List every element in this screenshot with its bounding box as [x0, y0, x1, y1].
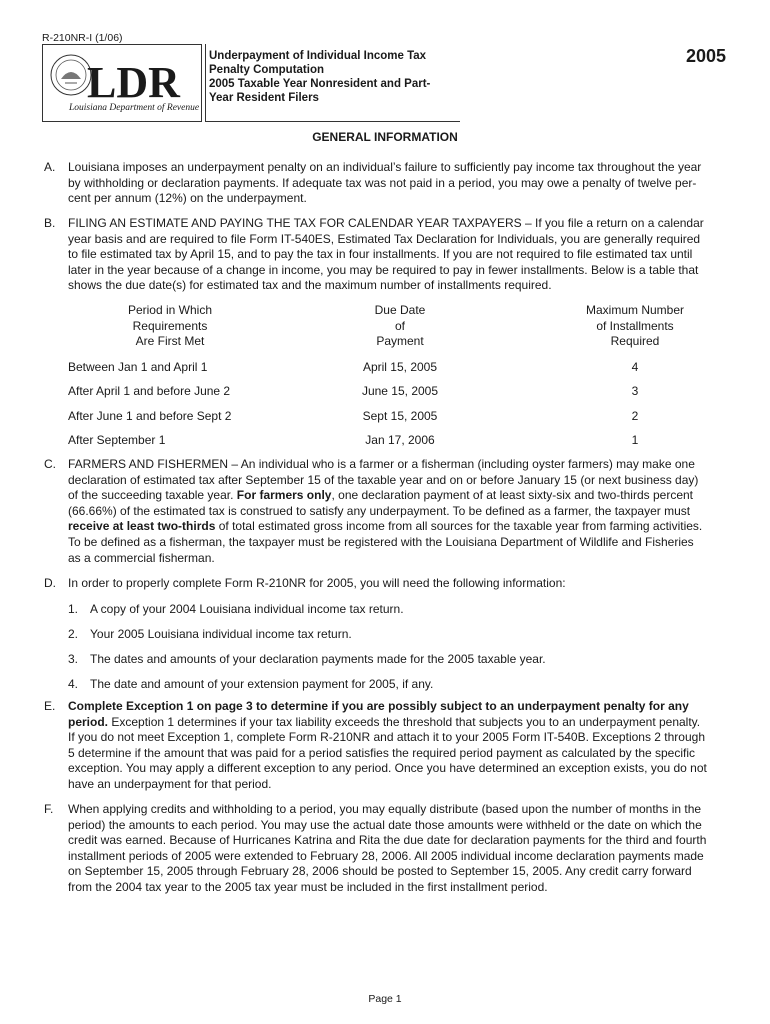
- header-line: of Installments: [596, 318, 674, 333]
- table-cell-period: After June 1 and before Sept 2: [68, 409, 232, 423]
- paragraph-letter: F.: [44, 802, 54, 816]
- logo-caption: Louisiana Department of Revenue: [69, 103, 200, 113]
- logo-text: LDR: [87, 58, 180, 105]
- table-header-max-installments: [560, 303, 710, 350]
- text-line: 5 determine if the amount that was paid for a period satisfies the required period payment as calculated by the specific: [68, 745, 696, 760]
- text-line: When applying credits and withholding to a period, you may equally distribute (based upon the number of months in the: [68, 802, 702, 816]
- text-run: of total estimated gross income from all sources for the taxable year from farming activities.: [215, 519, 703, 534]
- table-cell-period: After April 1 and before June 2: [68, 384, 231, 398]
- text-line: In order to properly complete Form R-210NR for 2005, you will need the following information:: [68, 576, 566, 590]
- text-line: credit was earned. Because of Hurricanes Katrina and Rita the due date for declaration payments for the third and fourth: [68, 833, 707, 848]
- text-line: declaration of estimated tax after September 15 of the taxable year and on or before January 15 (or next business day): [68, 472, 699, 487]
- paragraph-e: [44, 699, 726, 793]
- state-seal-icon: [47, 49, 197, 105]
- text-line: [68, 519, 726, 535]
- form-title: [205, 44, 460, 122]
- text-line: If you do not meet Exception 1, complete Form R-210NR and attach it to your 2005 Form IT-540B. Exceptions 2 through: [68, 730, 705, 745]
- bold-run: For farmers only: [236, 488, 332, 503]
- text-line: from the 2004 tax year to the 2005 tax year must be included in the first installment period.: [68, 879, 548, 894]
- table-cell-due: April 15, 2005: [362, 360, 438, 374]
- title-line: 2005 Taxable Year Nonresident and Part-: [209, 78, 431, 90]
- paragraph-letter: E.: [44, 699, 56, 713]
- text-line: period) the amounts to each period. You may use the actual date those amounts were withheld or the date on which the: [68, 817, 702, 832]
- text-run: , one declaration payment of at least sixty-six and two-thirds percent: [331, 488, 693, 503]
- table-header-period: [100, 303, 240, 350]
- paragraph-a: [44, 160, 726, 207]
- bold-run: Complete Exception 1 on page 3 to determine if you are possibly subject to an underpayment penalty for any: [68, 699, 689, 713]
- header-line: Maximum Number: [585, 303, 684, 317]
- form-header: [42, 44, 462, 124]
- item-text: Your 2005 Louisiana individual income tax return.: [90, 627, 352, 641]
- header-line: Requirements: [132, 318, 208, 333]
- header-line: Due Date: [374, 303, 426, 317]
- paragraph-letter: A.: [44, 160, 56, 174]
- paragraph-b: [44, 216, 726, 294]
- text-line: by withholding or declaration payments. If adequate tax was not paid in a period, you may owe a penalty of twelve per-: [68, 175, 697, 190]
- item-text: A copy of your 2004 Louisiana individual income tax return.: [90, 602, 404, 616]
- table-cell-max: 1: [631, 433, 639, 447]
- tax-year: 2005: [685, 46, 726, 66]
- text-run: of the succeeding taxable year.: [68, 488, 237, 503]
- form-id: R-210NR-I (1/06): [42, 32, 123, 44]
- table-cell-due: Sept 15, 2005: [362, 409, 438, 423]
- header-line: Payment: [376, 334, 424, 349]
- title-line: Underpayment of Individual Income Tax: [209, 50, 427, 62]
- text-line: later in the year because of a change in income, you may be required to pay in fewer installments. Below is a table that: [68, 262, 699, 277]
- list-item: [68, 677, 433, 691]
- text-line: to file estimated tax by April 15, and to pay the tax in four installments. If you are not required to file estimated tax until: [68, 247, 693, 262]
- item-number: 2.: [68, 627, 79, 641]
- table-cell-max: 3: [631, 384, 639, 398]
- header-line: Required: [610, 334, 660, 349]
- item-number: 4.: [68, 677, 79, 691]
- text-line: [68, 699, 726, 715]
- text-line: have an underpayment for that period.: [68, 776, 272, 791]
- item-number: 3.: [68, 652, 79, 666]
- text-line: as a commercial fisherman.: [68, 550, 215, 565]
- title-line: Penalty Computation: [209, 64, 325, 76]
- paragraph-letter: C.: [44, 457, 56, 471]
- paragraph-letter: B.: [44, 216, 56, 230]
- list-item: [68, 652, 546, 666]
- text-run: Exception 1 determines if your tax liability exceeds the threshold that subjects you to an underpayment penalty.: [108, 714, 701, 729]
- table-cell-max: 4: [631, 360, 639, 374]
- list-item: [68, 602, 404, 616]
- table-cell-period: Between Jan 1 and April 1: [68, 360, 208, 374]
- paragraph-letter: D.: [44, 576, 56, 590]
- paragraph-c: [44, 457, 726, 566]
- paragraph-d: [44, 576, 726, 592]
- item-number: 1.: [68, 602, 79, 616]
- section-title: GENERAL INFORMATION: [312, 130, 458, 144]
- item-text: The date and amount of your extension payment for 2005, if any.: [90, 677, 434, 691]
- page-number: Page 1: [368, 993, 402, 1005]
- text-line: [68, 488, 726, 504]
- text-line: year basis and are required to file Form IT-540ES, Estimated Tax Declaration for Individuals, you are generally required: [68, 231, 701, 246]
- header-line: of: [394, 318, 405, 333]
- text-line: shows the due date(s) for estimated tax and the maximum number of installments required.: [68, 278, 552, 293]
- list-item: [68, 627, 352, 641]
- table-cell-max: 2: [631, 409, 639, 423]
- text-line: cent per annum (12%) on the underpayment.: [68, 191, 307, 206]
- header-line: Are First Met: [135, 334, 205, 349]
- text-line: FARMERS AND FISHERMEN – An individual who is a farmer or a fisherman (including oyster farmers) may make one: [68, 457, 695, 471]
- table-cell-period: After September 1: [68, 433, 166, 447]
- table-cell-due: Jan 17, 2006: [365, 433, 435, 447]
- text-line: (66.66%) of the estimated tax is construed to satisfy any underpayment. To be defined as a farmer, the taxpayer must: [68, 503, 691, 518]
- text-line: Louisiana imposes an underpayment penalty on an individual’s failure to sufficiently pay income tax throughout the year: [68, 160, 702, 174]
- header-line: Period in Which: [127, 303, 213, 317]
- text-line: [68, 715, 726, 731]
- text-line: exception. You may apply a different exception to any period. Once you have determined an exception exists, you do not: [68, 761, 707, 776]
- bold-run: period.: [68, 714, 109, 729]
- table-header-due-date: [330, 303, 470, 350]
- item-text: The dates and amounts of your declaration payments made for the 2005 taxable year.: [90, 652, 546, 666]
- title-line: Year Resident Filers: [209, 92, 319, 104]
- text-line: on September 15, 2005 through February 28, 2006 should be posted to September 15, 2005. Any credit carry forward: [68, 864, 692, 879]
- bold-run: receive at least two-thirds: [68, 519, 216, 534]
- ldr-logo: [42, 44, 202, 122]
- paragraph-f: [44, 802, 726, 896]
- table-cell-due: June 15, 2005: [361, 384, 439, 398]
- text-line: installment periods of 2005 were extended to February 28, 2006. All 2005 individual income declaration payments made: [68, 848, 704, 863]
- text-line: To be defined as a fisherman, the taxpayer must be registered with the Louisiana Department of Wildlife and Fisheries: [68, 534, 694, 549]
- text-line: FILING AN ESTIMATE AND PAYING THE TAX FOR CALENDAR YEAR TAXPAYERS – If you file a return on a calendar: [68, 216, 704, 230]
